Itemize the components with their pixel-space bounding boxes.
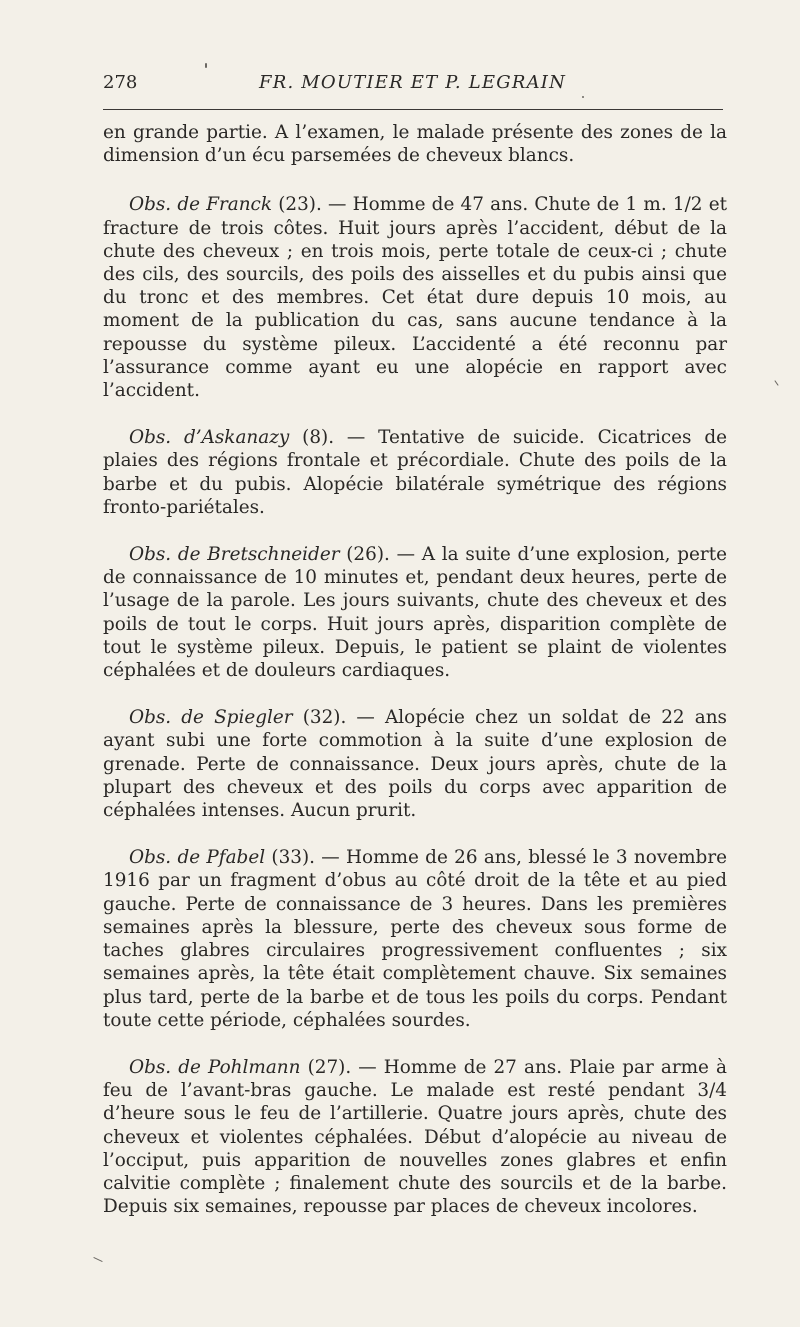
observation-text: (8). — Tentative de suicide. Cicatrices de plaies des régions frontale et précordiale. Chute des poils de la barbe et du pubis. Alopécie bilatérale symétrique des régions fronto-pariétales. <box>103 427 727 518</box>
print-speck <box>774 380 778 385</box>
observation-reference: Obs. d’Askanazy <box>129 427 290 449</box>
observation-bretschneider <box>103 543 727 682</box>
observation-askanazy <box>103 426 727 519</box>
print-speck <box>205 63 207 68</box>
observation-text: (26). — A la suite d’une explosion, perte de connaissance de 10 minutes et, pendant deux heures, perte de l’usage de la parole. Les jours suivants, chute des cheveux et des poils de tout le corps. Huit jours après, disparition complète de tout le système pileux. Depuis, le patient se plaint de violentes céphalées et de douleurs cardiaques. <box>103 544 727 682</box>
paragraph-text: en grande partie. A l’examen, le malade présente des zones de la dimension d’un écu parsemées de cheveux blancs. <box>103 122 727 167</box>
page-number: 278 <box>103 72 138 93</box>
observation-pohlmann <box>103 1056 727 1218</box>
observation-pfabel <box>103 846 727 1032</box>
observation-text: (23). — Homme de 47 ans. Chute de 1 m. 1/2 et fracture de trois côtes. Huit jours après l’accident, début de la chute des cheveux ; en trois mois, perte totale de ceux-ci ; chute des cils, des sourcils, des poils des aisselles et du pubis ainsi que du tronc et des membres. Cet état dure depuis 10 mois, au moment de la publication du cas, sans aucune tendance à la repousse du système pileux. L’accidenté a été reconnu par l’assurance comme ayant eu une alopécie en rapport avec l’accident. <box>103 194 727 402</box>
print-speck <box>582 96 584 98</box>
running-head: FR. MOUTIER ET P. LEGRAIN <box>259 72 567 93</box>
observation-reference: Obs. de Spiegler <box>129 707 293 729</box>
paragraph-continuation <box>103 121 727 167</box>
observation-text: (27). — Homme de 27 ans. Plaie par arme à feu de l’avant-bras gauche. Le malade est resté pendant 3/4 d’heure sous le feu de l’artillerie. Quatre jours après, chute des cheveux et violentes céphalées. Début d’alopécie au niveau de l’occiput, puis apparition de nouvelles zones glabres et enfin calvitie complète ; finalement chute des sourcils et de la barbe. Depuis six semaines, repousse par places de cheveux incolores. <box>103 1056 727 1218</box>
observation-text: (32). — Alopécie chez un soldat de 22 ans ayant subi une forte commotion à la suite d’une explosion de grenade. Perte de connaissance. Deux jours après, chute de la plupart des cheveux et des poils du corps avec apparition de céphalées intenses. Aucun prurit. <box>103 707 727 822</box>
page-header <box>103 72 727 102</box>
observation-franck <box>103 193 727 402</box>
observation-reference: Obs. de Bretschneider <box>129 544 340 566</box>
observation-reference: Obs. de Franck <box>129 194 272 216</box>
observation-reference: Obs. de Pfabel <box>129 847 266 869</box>
body-text <box>103 121 727 1218</box>
observation-text: (33). — Homme de 26 ans, blessé le 3 novembre 1916 par un fragment d’obus au côté droit de la tête et au pied gauche. Perte de connaissance de 3 heures. Dans les premières semaines après la blessure, perte des cheveux sous forme de taches glabres circulaires progressivement confluentes ; six semaines après, la tête était complètement chauve. Six semaines plus tard, perte de la barbe et de tous les poils du corps. Pendant toute cette période, céphalées sourdes. <box>103 847 727 1031</box>
observation-reference: Obs. de Pohlmann <box>129 1056 301 1078</box>
header-rule <box>103 109 723 110</box>
print-speck <box>93 1257 102 1262</box>
observation-spiegler <box>103 706 727 822</box>
